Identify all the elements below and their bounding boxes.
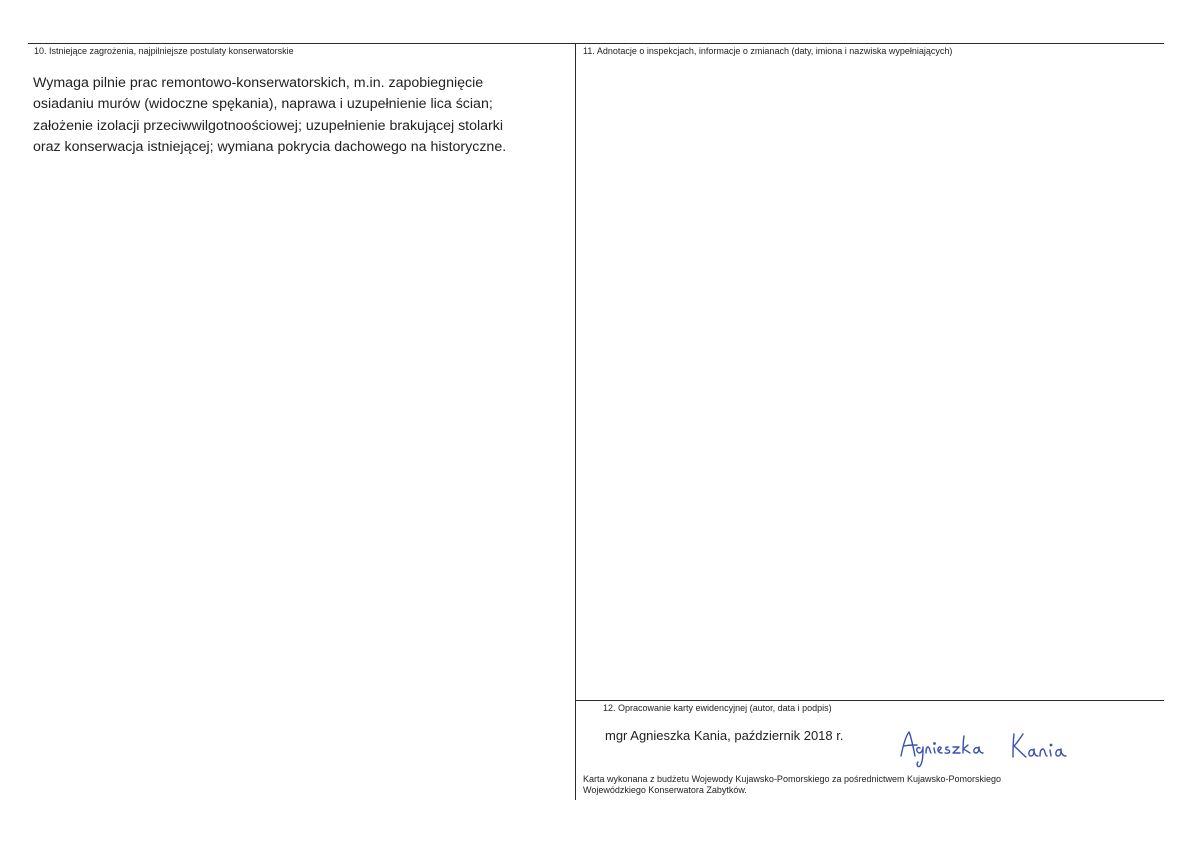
section-10-label: 10. Istniejące zagrożenia, najpilniejsze postulaty konserwatorskie xyxy=(34,46,294,56)
funding-note-line: Wojewódzkiego Konserwatora Zabytków. xyxy=(583,785,747,795)
top-rule xyxy=(28,43,1164,44)
signature xyxy=(893,726,1088,772)
author-line: mgr Agnieszka Kania, październik 2018 r. xyxy=(605,728,844,743)
section-12-rule xyxy=(575,700,1164,701)
section-10-line: założenie izolacji przeciwwilgotnoościowej; uzupełnienie brakującej stolarki xyxy=(33,117,504,134)
funding-note-line: Karta wykonana z budżetu Wojewody Kujawsko-Pomorskiego za pośrednictwem Kujawsko-Pomorskiego xyxy=(583,774,1002,784)
section-10-line: osiadaniu murów (widoczne spękania), naprawa i uzupełnienie lica ścian; xyxy=(33,96,493,113)
section-10-text xyxy=(33,73,506,158)
section-10-line: oraz konserwacja istniejącej; wymiana pokrycia dachowego na historyczne. xyxy=(33,138,507,155)
section-10-line: Wymaga pilnie prac remontowo-konserwatorskich, m.in. zapobiegnięcie xyxy=(33,75,484,91)
section-11-label: 11. Adnotacje o inspekcjach, informacje o zmianach (daty, imiona i nazwiska wypełniających) xyxy=(583,46,953,56)
column-divider xyxy=(575,43,576,800)
section-12-label: 12. Opracowanie karty ewidencyjnej (autor, data i podpis) xyxy=(603,703,832,713)
funding-note xyxy=(583,774,1001,796)
